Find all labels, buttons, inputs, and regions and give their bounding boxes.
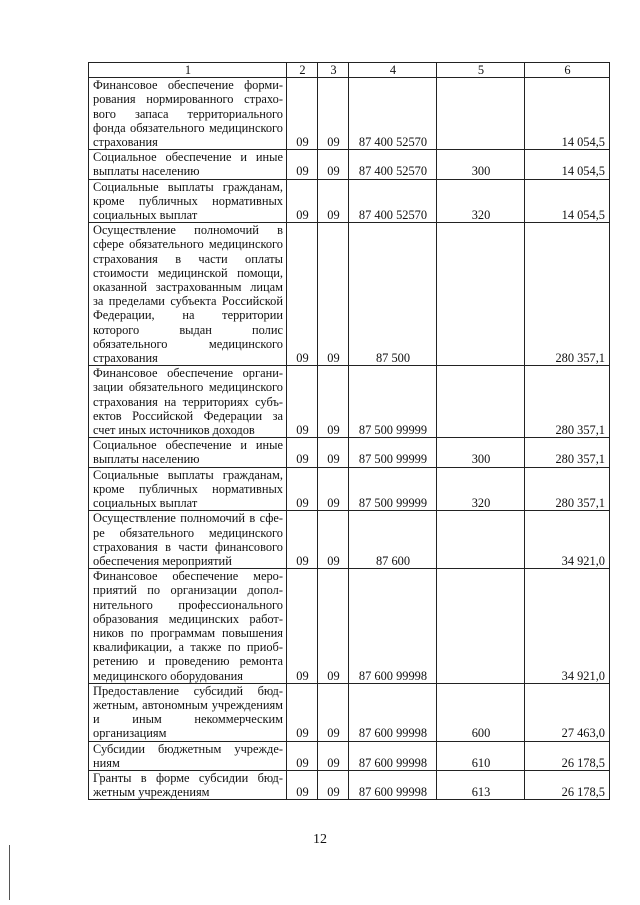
section-code: 09 <box>287 511 318 569</box>
subsection-code: 09 <box>318 569 349 684</box>
target-article-code: 87 500 99999 <box>349 366 437 438</box>
subsection-code: 09 <box>318 770 349 799</box>
header-cell: 5 <box>437 63 525 78</box>
section-code: 09 <box>287 179 318 223</box>
subsection-code: 09 <box>318 683 349 741</box>
header-cell: 6 <box>525 63 610 78</box>
section-code: 09 <box>287 438 318 467</box>
row-description: Социальные выплаты гражданам, кроме публичных нормативных социальных выплат <box>89 179 287 223</box>
expense-type-code: 320 <box>437 179 525 223</box>
expense-type-code: 300 <box>437 150 525 179</box>
target-article-code: 87 400 52570 <box>349 150 437 179</box>
expense-type-code: 610 <box>437 741 525 770</box>
subsection-code: 09 <box>318 741 349 770</box>
expense-type-code <box>437 78 525 150</box>
table-row <box>89 438 610 467</box>
expense-type-code: 300 <box>437 438 525 467</box>
table-row <box>89 741 610 770</box>
target-article-code: 87 500 99999 <box>349 467 437 511</box>
section-code: 09 <box>287 78 318 150</box>
amount: 26 178,5 <box>525 770 610 799</box>
section-code: 09 <box>287 150 318 179</box>
expense-type-code <box>437 366 525 438</box>
subsection-code: 09 <box>318 223 349 366</box>
target-article-code: 87 500 <box>349 223 437 366</box>
target-article-code: 87 400 52570 <box>349 78 437 150</box>
expense-type-code: 600 <box>437 683 525 741</box>
amount: 280 357,1 <box>525 438 610 467</box>
header-cell: 3 <box>318 63 349 78</box>
subsection-code: 09 <box>318 366 349 438</box>
section-code: 09 <box>287 741 318 770</box>
amount: 34 921,0 <box>525 569 610 684</box>
target-article-code: 87 600 99998 <box>349 741 437 770</box>
expense-type-code: 613 <box>437 770 525 799</box>
target-article-code: 87 500 99999 <box>349 438 437 467</box>
row-description: Социальное обеспечение и иные выплаты населению <box>89 438 287 467</box>
expense-type-code <box>437 223 525 366</box>
budget-table <box>88 62 610 800</box>
section-code: 09 <box>287 366 318 438</box>
amount: 280 357,1 <box>525 467 610 511</box>
row-description: Гранты в форме субсидии бюджетным учреждениям <box>89 770 287 799</box>
table-row <box>89 150 610 179</box>
section-code: 09 <box>287 223 318 366</box>
amount: 14 054,5 <box>525 150 610 179</box>
row-description: Предоставление субсидий бюджетным, автономным учреждениям и иным некоммерческим организациям <box>89 683 287 741</box>
table-row <box>89 467 610 511</box>
amount: 34 921,0 <box>525 511 610 569</box>
row-description: Осуществление полномочий в сфере обязательного медицинского страхования в части оплаты стоимости медицинской помощи, оказанной застрахованным лицам за пределами субъекта Российской Федерации, на территории которого выдан полис обязательного медицинского страхования <box>89 223 287 366</box>
row-description: Социальные выплаты гражданам, кроме публичных нормативных социальных выплат <box>89 467 287 511</box>
amount: 26 178,5 <box>525 741 610 770</box>
amount: 280 357,1 <box>525 366 610 438</box>
table-row <box>89 179 610 223</box>
subsection-code: 09 <box>318 179 349 223</box>
amount: 14 054,5 <box>525 78 610 150</box>
table-row <box>89 683 610 741</box>
expense-type-code <box>437 569 525 684</box>
subsection-code: 09 <box>318 511 349 569</box>
table-row <box>89 78 610 150</box>
header-cell: 4 <box>349 63 437 78</box>
row-description: Финансовое обеспечение формирования нормированного страхового запаса территориального фонда обязательного медицинского страхования <box>89 78 287 150</box>
section-code: 09 <box>287 683 318 741</box>
target-article-code: 87 600 <box>349 511 437 569</box>
row-description: Осуществление полномочий в сфере обязательного медицинского страхования в части финансового обеспечения мероприятий <box>89 511 287 569</box>
row-description: Социальное обеспечение и иные выплаты населению <box>89 150 287 179</box>
row-description: Финансовое обеспечение мероприятий по организации дополнительного профессионального образования медицинских работников по программам повышения квалификации, а также по приобретению и проведению ремонта медицинского оборудования <box>89 569 287 684</box>
amount: 14 054,5 <box>525 179 610 223</box>
row-description: Финансовое обеспечение организации обязательного медицинского страхования на территориях субъектов Российской Федерации за счет иных источников доходов <box>89 366 287 438</box>
target-article-code: 87 600 99998 <box>349 569 437 684</box>
amount: 27 463,0 <box>525 683 610 741</box>
table-header-row <box>89 63 610 78</box>
amount: 280 357,1 <box>525 223 610 366</box>
target-article-code: 87 600 99998 <box>349 683 437 741</box>
section-code: 09 <box>287 467 318 511</box>
page-number: 12 <box>313 832 327 847</box>
table-row <box>89 770 610 799</box>
header-cell: 2 <box>287 63 318 78</box>
target-article-code: 87 600 99998 <box>349 770 437 799</box>
subsection-code: 09 <box>318 150 349 179</box>
subsection-code: 09 <box>318 467 349 511</box>
expense-type-code <box>437 511 525 569</box>
section-code: 09 <box>287 770 318 799</box>
header-cell: 1 <box>89 63 287 78</box>
subsection-code: 09 <box>318 438 349 467</box>
row-description: Субсидии бюджетным учреждениям <box>89 741 287 770</box>
subsection-code: 09 <box>318 78 349 150</box>
expense-type-code: 320 <box>437 467 525 511</box>
table-row <box>89 511 610 569</box>
table-row <box>89 366 610 438</box>
target-article-code: 87 400 52570 <box>349 179 437 223</box>
margin-line <box>9 845 10 900</box>
section-code: 09 <box>287 569 318 684</box>
table-row <box>89 223 610 366</box>
table-row <box>89 569 610 684</box>
